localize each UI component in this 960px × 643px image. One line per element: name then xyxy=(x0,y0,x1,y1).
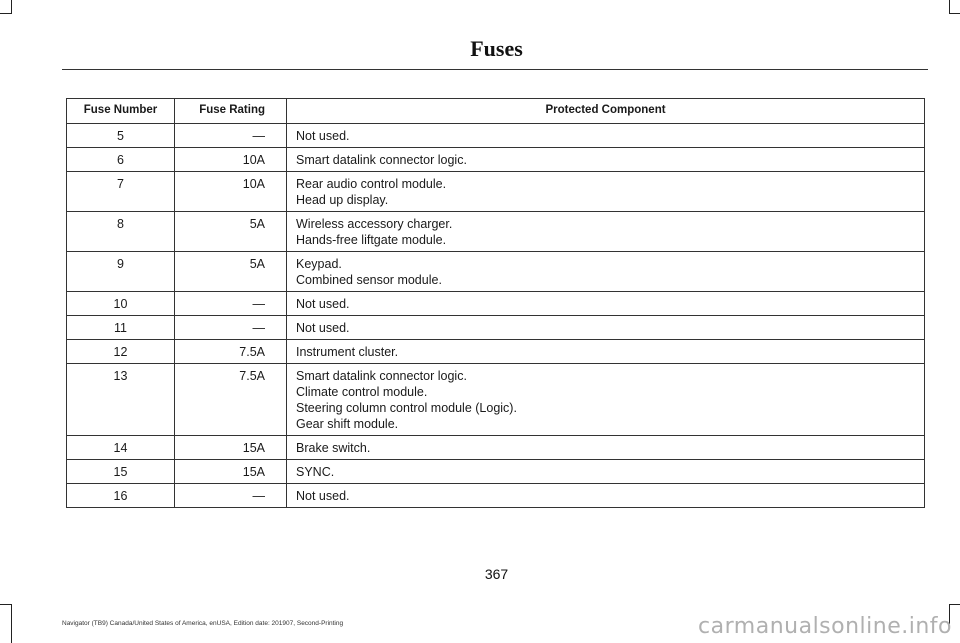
protected-component-cell xyxy=(287,252,925,292)
table-row xyxy=(67,340,925,364)
table-header-row xyxy=(67,99,925,124)
fuse-rating-cell: 7.5A xyxy=(175,364,287,436)
component-line: Smart datalink connector logic. xyxy=(296,369,467,383)
crop-mark-bottom-right-h xyxy=(949,604,960,605)
table-row xyxy=(67,172,925,212)
fuse-rating-cell: 15A xyxy=(175,460,287,484)
fuse-rating-cell: 5A xyxy=(175,212,287,252)
fuse-rating-cell: — xyxy=(175,316,287,340)
fuse-number-cell: 11 xyxy=(67,316,175,340)
crop-mark-bottom-left-v xyxy=(11,604,12,643)
table-row xyxy=(67,212,925,252)
table-row xyxy=(67,148,925,172)
crop-mark-bottom-left-h xyxy=(0,604,12,605)
protected-component-cell xyxy=(287,316,925,340)
page-number: 367 xyxy=(484,566,509,582)
crop-mark-top-right-v xyxy=(949,0,950,14)
component-line: Keypad. xyxy=(296,257,342,271)
protected-component-cell xyxy=(287,212,925,252)
table-row xyxy=(67,316,925,340)
component-line: Climate control module. xyxy=(296,385,428,399)
table-row xyxy=(67,436,925,460)
fuse-table-body xyxy=(67,124,925,508)
component-line: Gear shift module. xyxy=(296,417,399,431)
component-line: Not used. xyxy=(296,489,350,503)
component-line: Wireless accessory charger. xyxy=(296,217,453,231)
table-row xyxy=(67,124,925,148)
fuse-rating-cell: 15A xyxy=(175,436,287,460)
table-row xyxy=(67,292,925,316)
fuse-number-cell: 16 xyxy=(67,484,175,508)
component-line: Head up display. xyxy=(296,193,389,207)
table-row xyxy=(67,252,925,292)
fuse-table xyxy=(66,98,925,508)
table-row xyxy=(67,484,925,508)
component-line: Smart datalink connector logic. xyxy=(296,153,467,167)
fuse-number-cell: 7 xyxy=(67,172,175,212)
fuse-rating-cell: 10A xyxy=(175,172,287,212)
crop-mark-top-left-h xyxy=(0,13,12,14)
fuse-number-cell: 10 xyxy=(67,292,175,316)
fuse-number-cell: 13 xyxy=(67,364,175,436)
component-line: Combined sensor module. xyxy=(296,273,442,287)
edition-footer: Navigator (TB9) Canada/United States of America, enUSA, Edition date: 201907, Second-Printing xyxy=(62,620,344,627)
component-line: Instrument cluster. xyxy=(296,345,399,359)
watermark: carmanualsonline.info xyxy=(698,614,952,639)
fuse-rating-cell: — xyxy=(175,484,287,508)
protected-component-cell xyxy=(287,148,925,172)
protected-component-cell xyxy=(287,364,925,436)
fuse-rating-cell: 7.5A xyxy=(175,340,287,364)
fuse-number-cell: 9 xyxy=(67,252,175,292)
component-line: Steering column control module (Logic). xyxy=(296,401,517,415)
fuse-rating-cell: — xyxy=(175,124,287,148)
fuse-rating-cell: — xyxy=(175,292,287,316)
component-line: Rear audio control module. xyxy=(296,177,447,191)
page-title: Fuses xyxy=(470,36,523,61)
component-line: Not used. xyxy=(296,297,350,311)
column-header-fuse-rating: Fuse Rating xyxy=(175,99,287,124)
fuse-number-cell: 6 xyxy=(67,148,175,172)
protected-component-cell xyxy=(287,340,925,364)
protected-component-cell xyxy=(287,460,925,484)
protected-component-cell xyxy=(287,292,925,316)
fuse-number-cell: 8 xyxy=(67,212,175,252)
table-row xyxy=(67,364,925,436)
component-line: Not used. xyxy=(296,321,350,335)
crop-mark-top-right-h xyxy=(949,13,960,14)
protected-component-cell xyxy=(287,172,925,212)
component-line: SYNC. xyxy=(296,465,335,479)
fuse-number-cell: 12 xyxy=(67,340,175,364)
title-rule xyxy=(62,69,928,70)
column-header-fuse-number: Fuse Number xyxy=(67,99,175,124)
table-row xyxy=(67,460,925,484)
component-line: Hands-free liftgate module. xyxy=(296,233,447,247)
protected-component-cell xyxy=(287,436,925,460)
component-line: Brake switch. xyxy=(296,441,371,455)
fuse-number-cell: 14 xyxy=(67,436,175,460)
component-line: Not used. xyxy=(296,129,350,143)
protected-component-cell xyxy=(287,484,925,508)
fuse-rating-cell: 5A xyxy=(175,252,287,292)
column-header-protected-component: Protected Component xyxy=(287,99,925,124)
protected-component-cell xyxy=(287,124,925,148)
crop-mark-top-left-v xyxy=(11,0,12,14)
fuse-number-cell: 5 xyxy=(67,124,175,148)
fuse-rating-cell: 10A xyxy=(175,148,287,172)
fuse-number-cell: 15 xyxy=(67,460,175,484)
